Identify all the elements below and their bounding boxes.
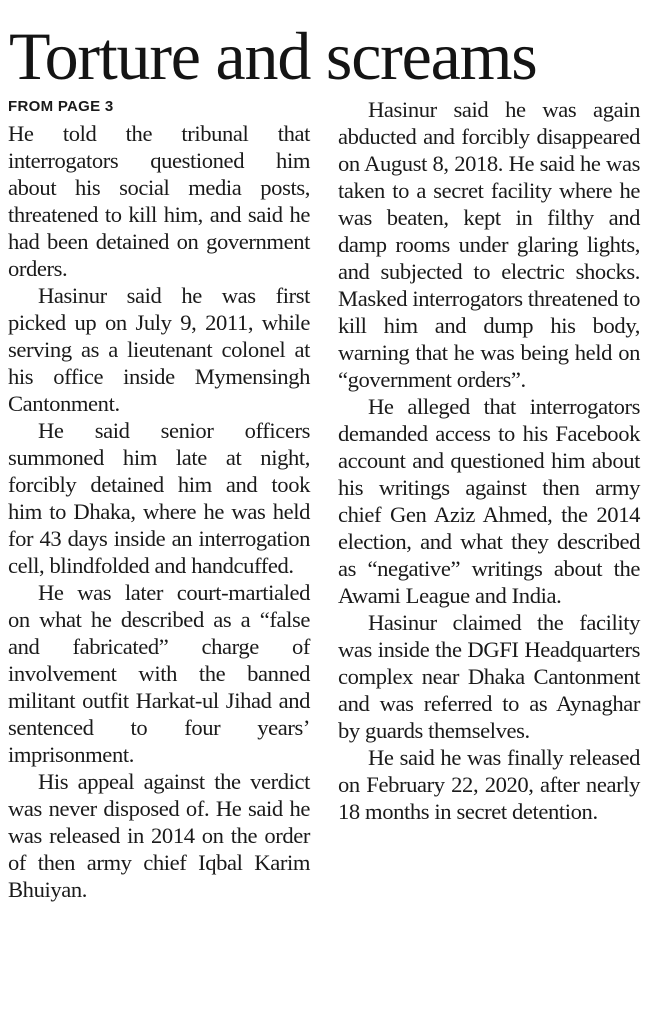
- article-column-right: [338, 96, 640, 825]
- paragraph: He said senior officers summoned him late at night, forcibly detained him and took him to Dhaka, where he was held for 43 days inside an interrogation cell, blindfolded and handcuffed.: [8, 418, 310, 578]
- article-column-left: [8, 96, 310, 903]
- paragraph: His appeal against the verdict was never disposed of. He said he was released in 2014 on the order of then army chief Iqbal Karim Bhuiyan.: [8, 769, 310, 902]
- paragraph: He said he was finally released on February 22, 2020, after nearly 18 months in secret detention.: [338, 745, 640, 824]
- paragraph: He alleged that interrogators demanded access to his Facebook account and questioned him about his writings against then army chief Gen Aziz Ahmed, the 2014 election, and what they described as “negative” writings about the Awami League and India.: [338, 394, 640, 608]
- headline: Torture and screams: [9, 18, 537, 94]
- jump-label: FROM PAGE 3: [8, 98, 114, 115]
- paragraph: He told the tribunal that interrogators questioned him about his social media posts, threatened to kill him, and said he had been detained on government orders.: [8, 121, 310, 281]
- paragraph: Hasinur said he was first picked up on July 9, 2011, while serving as a lieutenant colonel at his office inside Mymensingh Cantonment.: [8, 283, 310, 416]
- paragraph: Hasinur claimed the facility was inside the DGFI Headquarters complex near Dhaka Cantonment and was referred to as Aynaghar by guards themselves.: [338, 610, 640, 743]
- paragraph: He was later court-martialed on what he described as a “false and fabricated” charge of involvement with the banned militant outfit Harkat-ul Jihad and sentenced to four years’ imprisonment.: [8, 580, 310, 767]
- paragraph: Hasinur said he was again abducted and forcibly disappeared on August 8, 2018. He said he was taken to a secret facility where he was beaten, kept in filthy and damp rooms under glaring lights, and subjected to electric shocks. Masked interrogators threatened to kill him and dump his body, warning that he was being held on “government orders”.: [338, 97, 640, 392]
